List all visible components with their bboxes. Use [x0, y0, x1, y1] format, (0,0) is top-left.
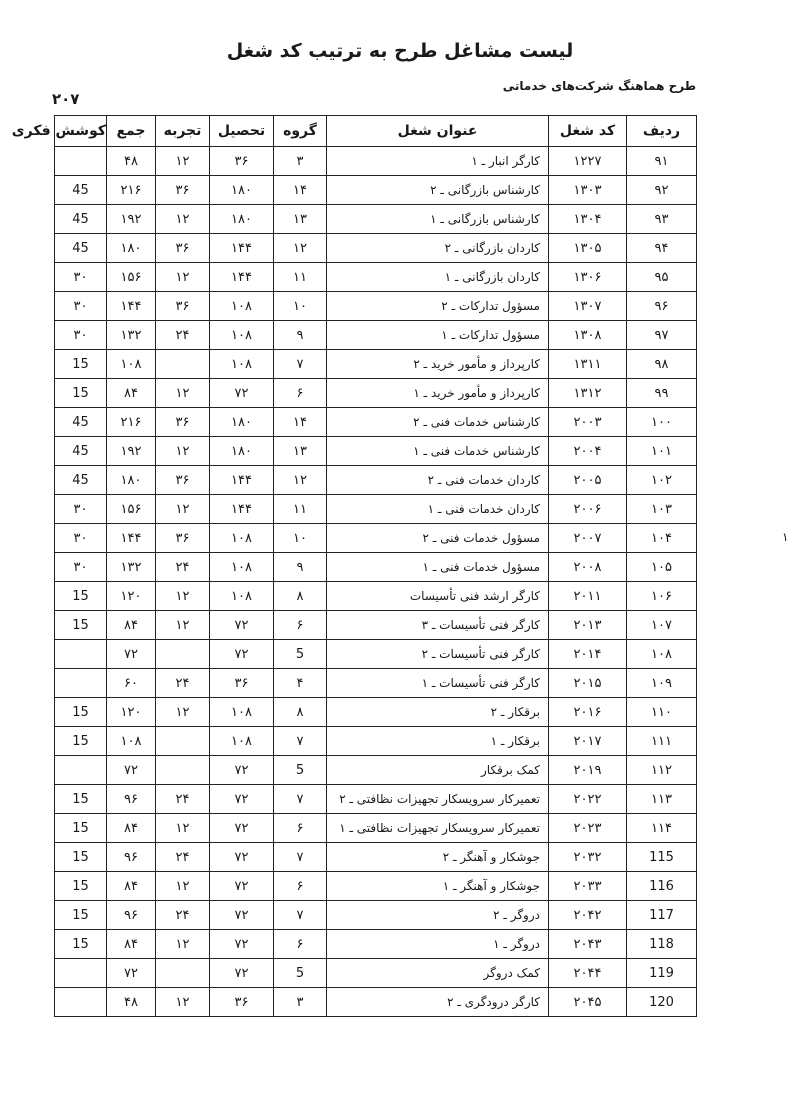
- cell-job-code: ۲۰۰۵: [549, 466, 627, 495]
- cell-mental-effort: 15: [55, 785, 107, 814]
- table-row: [55, 147, 697, 176]
- cell-education: ۷۲: [210, 814, 274, 843]
- cell-experience: ۱۲: [156, 495, 210, 524]
- cell-group: ۸: [274, 582, 327, 611]
- cell-mental-effort: 15: [55, 872, 107, 901]
- cell-education: ۷۲: [210, 640, 274, 669]
- cell-row-number: ۹۹: [627, 379, 697, 408]
- cell-group: ۷: [274, 843, 327, 872]
- cell-row-number: ۹۶: [627, 292, 697, 321]
- cell-job-title: دروگر ـ ۱: [327, 930, 549, 959]
- cell-job-title: کاردان بازرگانی ـ ۲: [327, 234, 549, 263]
- cell-total: ۷۲: [107, 640, 156, 669]
- table-row: [55, 263, 697, 292]
- edge-mark: ۱: [782, 530, 789, 544]
- cell-experience: ۳۶: [156, 524, 210, 553]
- cell-total: ۹۶: [107, 901, 156, 930]
- cell-job-code: ۲۰۰۷: [549, 524, 627, 553]
- cell-job-code: ۱۳۰۳: [549, 176, 627, 205]
- cell-experience: ۱۲: [156, 698, 210, 727]
- cell-experience: ۲۴: [156, 669, 210, 698]
- cell-job-code: ۲۰۱۵: [549, 669, 627, 698]
- cell-education: ۷۲: [210, 756, 274, 785]
- cell-row-number: ۱۱۴: [627, 814, 697, 843]
- cell-education: ۱۸۰: [210, 437, 274, 466]
- cell-job-title: مسؤول تدارکات ـ ۱: [327, 321, 549, 350]
- cell-job-title: کاردان خدمات فنی ـ ۱: [327, 495, 549, 524]
- cell-row-number: ۹۸: [627, 350, 697, 379]
- cell-experience: ۲۴: [156, 553, 210, 582]
- cell-education: ۷۲: [210, 785, 274, 814]
- cell-job-title: کارپرداز و مأمور خرید ـ ۱: [327, 379, 549, 408]
- table-row: [55, 466, 697, 495]
- header-row-number: ردیف: [627, 116, 697, 147]
- table-row: [55, 379, 697, 408]
- cell-education: ۱۴۴: [210, 234, 274, 263]
- cell-experience: ۲۴: [156, 901, 210, 930]
- header-job-title: عنوان شغل: [327, 116, 549, 147]
- page-title: لیست مشاغل طرح به ترتیب کد شغل: [226, 40, 574, 62]
- cell-total: ۱۰۸: [107, 727, 156, 756]
- cell-job-code: ۲۰۲۲: [549, 785, 627, 814]
- cell-total: ۱۸۰: [107, 466, 156, 495]
- cell-job-title: مسؤول خدمات فنی ـ ۲: [327, 524, 549, 553]
- cell-experience: [156, 350, 210, 379]
- cell-mental-effort: 45: [55, 437, 107, 466]
- cell-education: ۱۸۰: [210, 408, 274, 437]
- cell-group: 5: [274, 756, 327, 785]
- cell-mental-effort: [55, 669, 107, 698]
- cell-row-number: ۹۵: [627, 263, 697, 292]
- cell-job-code: ۱۳۱۱: [549, 350, 627, 379]
- cell-mental-effort: ۳۰: [55, 495, 107, 524]
- cell-total: ۸۴: [107, 611, 156, 640]
- cell-education: ۳۶: [210, 988, 274, 1017]
- cell-education: ۱۰۸: [210, 524, 274, 553]
- cell-job-title: تعمیرکار سرویسکار تجهیزات نظافتی ـ ۲: [327, 785, 549, 814]
- cell-mental-effort: ۳۰: [55, 553, 107, 582]
- cell-mental-effort: 45: [55, 176, 107, 205]
- cell-experience: [156, 756, 210, 785]
- cell-total: ۴۸: [107, 988, 156, 1017]
- cell-job-code: ۱۳۰۶: [549, 263, 627, 292]
- cell-job-title: کارشناس خدمات فنی ـ ۲: [327, 408, 549, 437]
- cell-total: ۱۸۰: [107, 234, 156, 263]
- cell-job-code: ۲۰۰۶: [549, 495, 627, 524]
- cell-total: ۲۱۶: [107, 408, 156, 437]
- table-row: [55, 205, 697, 234]
- cell-mental-effort: 15: [55, 930, 107, 959]
- cell-row-number: ۱۰۴: [627, 524, 697, 553]
- cell-group: ۳: [274, 988, 327, 1017]
- table-row: [55, 611, 697, 640]
- cell-job-code: ۱۳۰۴: [549, 205, 627, 234]
- cell-row-number: ۹۲: [627, 176, 697, 205]
- cell-mental-effort: [55, 959, 107, 988]
- cell-experience: ۲۴: [156, 321, 210, 350]
- cell-total: ۴۸: [107, 147, 156, 176]
- cell-job-code: ۲۰۱۶: [549, 698, 627, 727]
- cell-experience: ۱۲: [156, 263, 210, 292]
- cell-education: ۳۶: [210, 147, 274, 176]
- table-row: [55, 495, 697, 524]
- cell-group: ۱۱: [274, 495, 327, 524]
- header-total: جمع: [107, 116, 156, 147]
- cell-row-number: ۱۰۳: [627, 495, 697, 524]
- cell-education: ۳۶: [210, 669, 274, 698]
- table-row: [55, 234, 697, 263]
- header-mental-effort: کوشش فکری: [55, 116, 107, 147]
- cell-row-number: 115: [627, 843, 697, 872]
- cell-total: ۱۲۰: [107, 582, 156, 611]
- cell-mental-effort: [55, 640, 107, 669]
- cell-job-code: ۲۰۴۳: [549, 930, 627, 959]
- cell-job-code: ۲۰۳۳: [549, 872, 627, 901]
- cell-experience: ۱۲: [156, 930, 210, 959]
- cell-group: ۸: [274, 698, 327, 727]
- cell-job-title: کمک برقکار: [327, 756, 549, 785]
- cell-total: ۱۲۰: [107, 698, 156, 727]
- cell-job-title: کمک دروگر: [327, 959, 549, 988]
- cell-group: ۶: [274, 930, 327, 959]
- cell-experience: ۱۲: [156, 988, 210, 1017]
- cell-group: ۳: [274, 147, 327, 176]
- cell-job-code: ۱۲۲۷: [549, 147, 627, 176]
- cell-mental-effort: ۳۰: [55, 263, 107, 292]
- cell-row-number: 117: [627, 901, 697, 930]
- cell-education: ۱۰۸: [210, 553, 274, 582]
- cell-group: ۷: [274, 350, 327, 379]
- cell-mental-effort: 45: [55, 466, 107, 495]
- cell-job-code: ۲۰۱۴: [549, 640, 627, 669]
- table-row: [55, 437, 697, 466]
- cell-education: ۷۲: [210, 611, 274, 640]
- cell-total: ۹۶: [107, 785, 156, 814]
- cell-education: ۱۴۴: [210, 263, 274, 292]
- cell-group: ۶: [274, 379, 327, 408]
- cell-row-number: ۱۰۵: [627, 553, 697, 582]
- cell-group: ۱۴: [274, 176, 327, 205]
- cell-education: ۱۰۸: [210, 582, 274, 611]
- cell-job-code: ۲۰۳۲: [549, 843, 627, 872]
- cell-experience: ۲۴: [156, 843, 210, 872]
- cell-total: ۸۴: [107, 872, 156, 901]
- cell-job-code: ۲۰۰۸: [549, 553, 627, 582]
- cell-experience: ۱۲: [156, 872, 210, 901]
- cell-education: ۷۲: [210, 901, 274, 930]
- cell-row-number: 116: [627, 872, 697, 901]
- cell-education: ۷۲: [210, 379, 274, 408]
- cell-job-code: ۲۰۴۴: [549, 959, 627, 988]
- cell-total: ۸۴: [107, 814, 156, 843]
- cell-mental-effort: ۳۰: [55, 321, 107, 350]
- cell-row-number: ۱۰۱: [627, 437, 697, 466]
- cell-experience: ۲۴: [156, 785, 210, 814]
- cell-mental-effort: ۳۰: [55, 524, 107, 553]
- cell-mental-effort: 15: [55, 611, 107, 640]
- header-experience: تجربه: [156, 116, 210, 147]
- cell-education: ۷۲: [210, 872, 274, 901]
- cell-experience: ۳۶: [156, 292, 210, 321]
- cell-education: ۷۲: [210, 843, 274, 872]
- cell-group: 5: [274, 959, 327, 988]
- cell-education: ۷۲: [210, 930, 274, 959]
- table-row: [55, 756, 697, 785]
- cell-job-title: مسؤول تدارکات ـ ۲: [327, 292, 549, 321]
- cell-job-title: کارگر درودگری ـ ۲: [327, 988, 549, 1017]
- table-row: [55, 176, 697, 205]
- cell-experience: ۱۲: [156, 205, 210, 234]
- cell-mental-effort: [55, 756, 107, 785]
- cell-mental-effort: 15: [55, 843, 107, 872]
- cell-total: ۲۱۶: [107, 176, 156, 205]
- cell-total: ۱۳۲: [107, 553, 156, 582]
- cell-row-number: ۱۱۲: [627, 756, 697, 785]
- page-number: ۲۰۷: [52, 90, 80, 108]
- cell-group: ۱۳: [274, 437, 327, 466]
- cell-job-title: کارگر فنی تأسیسات ـ ۳: [327, 611, 549, 640]
- table-header-row: [55, 116, 697, 147]
- table-row: [55, 524, 697, 553]
- table-row: [55, 727, 697, 756]
- cell-row-number: 120: [627, 988, 697, 1017]
- cell-job-title: برقکار ـ ۱: [327, 727, 549, 756]
- cell-group: ۱۴: [274, 408, 327, 437]
- cell-job-code: ۲۰۴۲: [549, 901, 627, 930]
- cell-group: ۱۳: [274, 205, 327, 234]
- table-row: [55, 959, 697, 988]
- cell-mental-effort: 15: [55, 901, 107, 930]
- cell-group: ۶: [274, 872, 327, 901]
- cell-mental-effort: ۳۰: [55, 292, 107, 321]
- cell-row-number: ۱۰۹: [627, 669, 697, 698]
- cell-education: ۱۸۰: [210, 205, 274, 234]
- cell-total: ۷۲: [107, 959, 156, 988]
- cell-job-code: ۲۰۰۳: [549, 408, 627, 437]
- cell-total: ۱۴۴: [107, 524, 156, 553]
- cell-total: ۹۶: [107, 843, 156, 872]
- table-row: [55, 292, 697, 321]
- cell-group: 5: [274, 640, 327, 669]
- cell-row-number: ۱۰۲: [627, 466, 697, 495]
- cell-education: ۱۰۸: [210, 727, 274, 756]
- cell-row-number: ۹۳: [627, 205, 697, 234]
- cell-row-number: 119: [627, 959, 697, 988]
- table-row: [55, 901, 697, 930]
- cell-total: ۱۳۲: [107, 321, 156, 350]
- table-row: [55, 814, 697, 843]
- table-row: [55, 350, 697, 379]
- cell-experience: ۱۲: [156, 379, 210, 408]
- header-education: تحصیل: [210, 116, 274, 147]
- cell-mental-effort: 45: [55, 234, 107, 263]
- cell-education: ۱۴۴: [210, 495, 274, 524]
- header-group: گروه: [274, 116, 327, 147]
- cell-mental-effort: 15: [55, 698, 107, 727]
- cell-mental-effort: 15: [55, 814, 107, 843]
- cell-group: ۶: [274, 611, 327, 640]
- cell-total: ۱۹۲: [107, 205, 156, 234]
- table-row: [55, 930, 697, 959]
- cell-experience: [156, 727, 210, 756]
- cell-row-number: ۱۱۳: [627, 785, 697, 814]
- cell-education: ۱۰۸: [210, 698, 274, 727]
- cell-experience: [156, 640, 210, 669]
- cell-education: ۷۲: [210, 959, 274, 988]
- cell-job-title: جوشکار و آهنگر ـ ۱: [327, 872, 549, 901]
- cell-mental-effort: 15: [55, 350, 107, 379]
- cell-job-code: ۱۳۰۸: [549, 321, 627, 350]
- cell-row-number: ۹۴: [627, 234, 697, 263]
- cell-row-number: ۱۰۸: [627, 640, 697, 669]
- cell-experience: ۱۲: [156, 437, 210, 466]
- cell-total: ۱۵۶: [107, 495, 156, 524]
- cell-job-title: مسؤول خدمات فنی ـ ۱: [327, 553, 549, 582]
- cell-job-code: ۲۰۱۳: [549, 611, 627, 640]
- table-row: [55, 669, 697, 698]
- cell-row-number: 118: [627, 930, 697, 959]
- cell-group: ۱۱: [274, 263, 327, 292]
- table-row: [55, 582, 697, 611]
- cell-job-title: کارگر فنی تأسیسات ـ ۲: [327, 640, 549, 669]
- cell-group: ۷: [274, 727, 327, 756]
- cell-total: ۶۰: [107, 669, 156, 698]
- cell-mental-effort: [55, 988, 107, 1017]
- cell-group: ۹: [274, 321, 327, 350]
- cell-row-number: ۱۰۷: [627, 611, 697, 640]
- cell-total: ۸۴: [107, 379, 156, 408]
- cell-group: ۱۰: [274, 524, 327, 553]
- cell-mental-effort: 45: [55, 205, 107, 234]
- cell-education: ۱۰۸: [210, 350, 274, 379]
- table-row: [55, 988, 697, 1017]
- cell-row-number: ۱۰۰: [627, 408, 697, 437]
- cell-group: ۷: [274, 785, 327, 814]
- table-row: [55, 785, 697, 814]
- cell-row-number: ۱۱۱: [627, 727, 697, 756]
- cell-job-title: کارشناس بازرگانی ـ ۱: [327, 205, 549, 234]
- jobs-table: [11, 115, 697, 1017]
- cell-experience: ۱۲: [156, 582, 210, 611]
- cell-experience: ۳۶: [156, 466, 210, 495]
- cell-mental-effort: 15: [55, 727, 107, 756]
- cell-mental-effort: 15: [55, 379, 107, 408]
- table-row: [55, 321, 697, 350]
- cell-job-code: ۱۳۱۲: [549, 379, 627, 408]
- cell-total: ۱۰۸: [107, 350, 156, 379]
- header-job-code: کد شغل: [549, 116, 627, 147]
- cell-experience: ۱۲: [156, 611, 210, 640]
- cell-job-title: کارشناس بازرگانی ـ ۲: [327, 176, 549, 205]
- cell-job-title: تعمیرکار سرویسکار تجهیزات نظافتی ـ ۱: [327, 814, 549, 843]
- cell-total: ۸۴: [107, 930, 156, 959]
- cell-job-title: کارگر انبار ـ ۱: [327, 147, 549, 176]
- cell-row-number: ۹۷: [627, 321, 697, 350]
- cell-total: ۱۵۶: [107, 263, 156, 292]
- cell-job-title: کاردان خدمات فنی ـ ۲: [327, 466, 549, 495]
- cell-group: ۷: [274, 901, 327, 930]
- cell-group: ۱۲: [274, 466, 327, 495]
- table-row: [55, 553, 697, 582]
- page-subtitle: طرح هماهنگ شرکت‌های خدماتی: [502, 79, 696, 93]
- cell-job-code: ۲۰۰۴: [549, 437, 627, 466]
- cell-mental-effort: 15: [55, 582, 107, 611]
- cell-job-code: ۱۳۰۷: [549, 292, 627, 321]
- cell-job-title: کارگر ارشد فنی تأسیسات: [327, 582, 549, 611]
- cell-experience: ۱۲: [156, 147, 210, 176]
- cell-row-number: ۱۰۶: [627, 582, 697, 611]
- cell-job-title: کارپرداز و مأمور خرید ـ ۲: [327, 350, 549, 379]
- cell-job-code: ۲۰۱۹: [549, 756, 627, 785]
- cell-experience: ۱۲: [156, 814, 210, 843]
- table-row: [55, 640, 697, 669]
- cell-mental-effort: [55, 147, 107, 176]
- cell-job-title: کاردان بازرگانی ـ ۱: [327, 263, 549, 292]
- cell-job-title: جوشکار و آهنگر ـ ۲: [327, 843, 549, 872]
- cell-group: ۶: [274, 814, 327, 843]
- cell-experience: [156, 959, 210, 988]
- cell-education: ۱۴۴: [210, 466, 274, 495]
- cell-job-code: ۲۰۱۱: [549, 582, 627, 611]
- cell-experience: ۳۶: [156, 408, 210, 437]
- cell-job-code: ۲۰۲۳: [549, 814, 627, 843]
- cell-education: ۱۸۰: [210, 176, 274, 205]
- cell-group: ۱۲: [274, 234, 327, 263]
- cell-experience: ۳۶: [156, 234, 210, 263]
- table-row: [55, 408, 697, 437]
- cell-total: ۱۹۲: [107, 437, 156, 466]
- cell-job-code: ۱۳۰۵: [549, 234, 627, 263]
- cell-job-title: برقکار ـ ۲: [327, 698, 549, 727]
- cell-group: ۹: [274, 553, 327, 582]
- cell-mental-effort: 45: [55, 408, 107, 437]
- cell-job-code: ۲۰۱۷: [549, 727, 627, 756]
- cell-row-number: ۹۱: [627, 147, 697, 176]
- cell-job-title: کارگر فنی تأسیسات ـ ۱: [327, 669, 549, 698]
- cell-job-code: ۲۰۴۵: [549, 988, 627, 1017]
- cell-total: ۷۲: [107, 756, 156, 785]
- cell-experience: ۳۶: [156, 176, 210, 205]
- cell-job-title: کارشناس خدمات فنی ـ ۱: [327, 437, 549, 466]
- cell-education: ۱۰۸: [210, 321, 274, 350]
- cell-total: ۱۴۴: [107, 292, 156, 321]
- table-row: [55, 843, 697, 872]
- table-row: [55, 872, 697, 901]
- cell-group: ۱۰: [274, 292, 327, 321]
- cell-education: ۱۰۸: [210, 292, 274, 321]
- table-row: [55, 698, 697, 727]
- cell-job-title: دروگر ـ ۲: [327, 901, 549, 930]
- cell-row-number: ۱۱۰: [627, 698, 697, 727]
- cell-group: ۴: [274, 669, 327, 698]
